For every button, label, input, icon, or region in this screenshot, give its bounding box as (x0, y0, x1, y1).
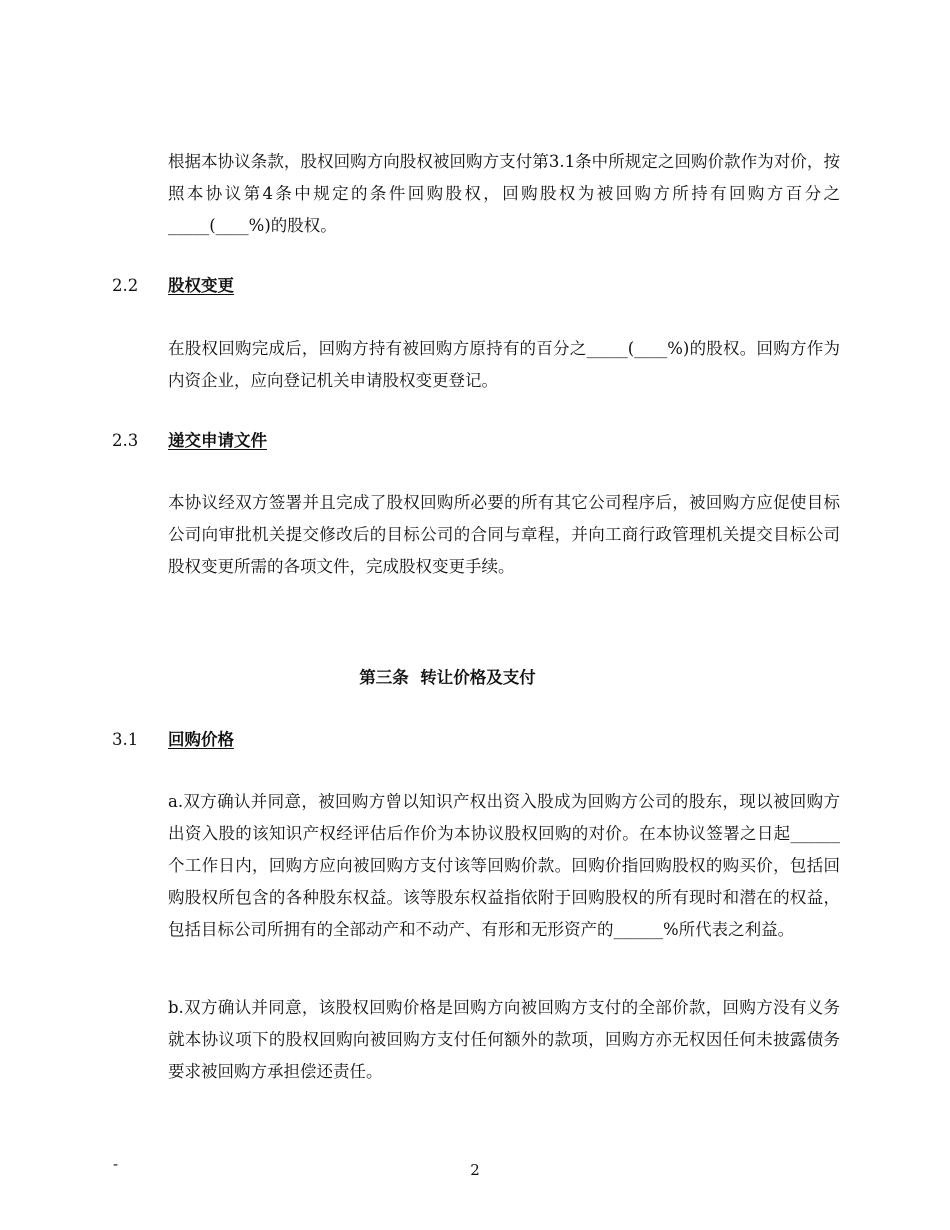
section-title: 股权变更 (168, 276, 234, 295)
section-heading-2-2 (112, 274, 234, 298)
section-heading-3-1 (112, 728, 234, 752)
paragraph-2-3: 本协议经双方签署并且完成了股权回购所必要的所有其它公司程序后，被回购方应促使目标公司向审批机关提交修改后的目标公司的合同与章程，并向工商行政管理机关提交目标公司股权变更所需的各项文件，完成股权变更手续。 (168, 493, 840, 576)
section-number: 3.1 (112, 730, 139, 749)
section-title: 递交申请文件 (168, 431, 267, 450)
section-number: 2.2 (112, 276, 139, 295)
section-heading-2-3 (112, 429, 267, 453)
section-title: 回购价格 (168, 730, 234, 749)
paragraph-3-1-b: b.双方确认并同意，该股权回购价格是回购方向被回购方支付的全部价款，回购方没有义务就本协议项下的股权回购向被回购方支付任何额外的款项，回购方亦无权因任何未披露债务要求被回购方承担偿还责任。 (168, 998, 840, 1081)
page-number: 2 (470, 1161, 480, 1179)
paragraph-2-2: 在股权回购完成后，回购方持有被回购方原持有的百分之_____(____%)的股权。回购方作为内资企业，应向登记机关申请股权变更登记。 (168, 339, 840, 390)
paragraph-3-1-a: a.双方确认并同意，被回购方曾以知识产权出资入股成为回购方公司的股东，现以被回购方出资入股的该知识产权经评估后作价为本协议股权回购的对价。在本协议签署之日起______个工作日内，回购方应向被回购方支付该等回购价款。回购价指回购股权的购买价，包括回购股权所包含的各种股东权益。该等股东权益指依附于回购股权的所有现时和潜在的权益，包括目标公司所拥有的全部动产和不动产、有形和无形资产的______%所代表之利益。 (168, 792, 840, 939)
article-title: 第三条 转让价格及支付 (359, 668, 536, 687)
section-number: 2.3 (112, 431, 139, 450)
footer-mark: - (113, 1155, 119, 1173)
paragraph-intro: 根据本协议条款，股权回购方向股权被回购方支付第3.1条中所规定之回购价款作为对价，按照本协议第4条中规定的条件回购股权，回购股权为被回购方所持有回购方百分之_____(____%)的股权。 (168, 152, 840, 235)
